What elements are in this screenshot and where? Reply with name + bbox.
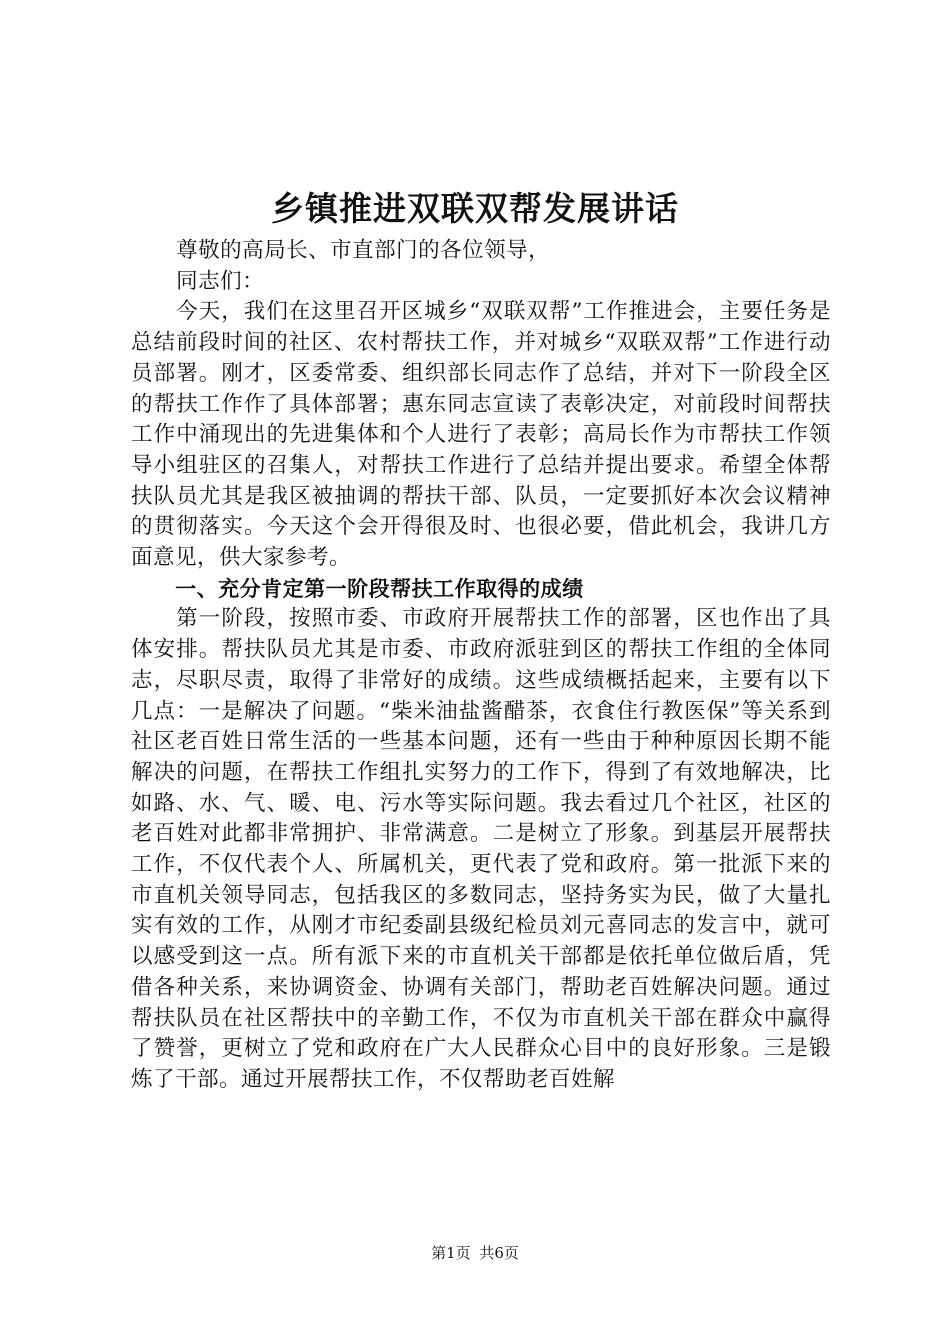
paragraph-intro: 今天，我们在这里召开区城乡“双联双帮”工作推进会，主要任务是总结前段时间的社区、农村帮扶工作，并对城乡“双联双帮”工作进行动员部署。刚才，区委常委、组织部长同志作了总结，并对下一阶段全区的帮扶工作作了具体部署；惠东同志宣读了表彰决定，对前段时间帮扶工作中涌现出的先进集体和个人进行了表彰；高局长作为市帮扶工作领导小组驻区的召集人，对帮扶工作进行了总结并提出要求。希望全体帮扶队员尤其是我区被抽调的帮扶干部、队员，一定要抓好本次会议精神的贯彻落实。今天这个会开得很及时、也很必要，借此机会，我讲几方面意见，供大家参考。 [131,299,831,571]
page-total: 共6页 [479,1244,519,1262]
paragraph-achievements: 第一阶段，按照市委、市政府开展帮扶工作的部署，区也作出了具体安排。帮扶队员尤其是市委、市政府派驻到区的帮扶工作组的全体同志，尽职尽责，取得了非常好的成绩。这些成绩概括起来，主要有以下几点：一是解决了问题。“柴米油盐酱醋茶，衣食住行教医保”等关系到社区老百姓日常生活的一些基本问题，还有一些由于种种原因长期不能解决的问题，在帮扶工作组扎实努力的工作下，得到了有效地解决，比如路、水、气、暖、电、污水等实际问题。我去看过几个社区，社区的老百姓对此都非常拥护、非常满意。二是树立了形象。到基层开展帮扶工作，不仅代表个人、所属机关，更代表了党和政府。第一批派下来的市直机关领导同志，包括我区的多数同志，坚持务实为民，做了大量扎实有效的工作，从刚才市纪委副县级纪检员刘元喜同志的发言中，就可以感受到这一点。所有派下来的市直机关干部都是依托单位做后盾，凭借各种关系，来协调资金、协调有关部门，帮助老百姓解决问题。通过帮扶队员在社区帮扶中的辛勤工作，不仅为市直机关干部在群众中赢得了赞誉，更树立了党和政府在广大人民群众心目中的良好形象。三是锻炼了干部。通过开展帮扶工作，不仅帮助老百姓解 [131,606,831,1092]
section-heading: 一、充分肯定第一阶段帮扶工作取得的成绩 [175,576,584,601]
page-footer [0,1243,950,1263]
salutation: 尊敬的高局长、市直部门的各位领导， [176,238,551,263]
document-body [131,236,831,1096]
greeting: 同志们： [176,268,265,294]
page-number: 第1页 [431,1244,471,1262]
page-title: 乡镇推进双联双帮发展讲话 [271,189,679,228]
